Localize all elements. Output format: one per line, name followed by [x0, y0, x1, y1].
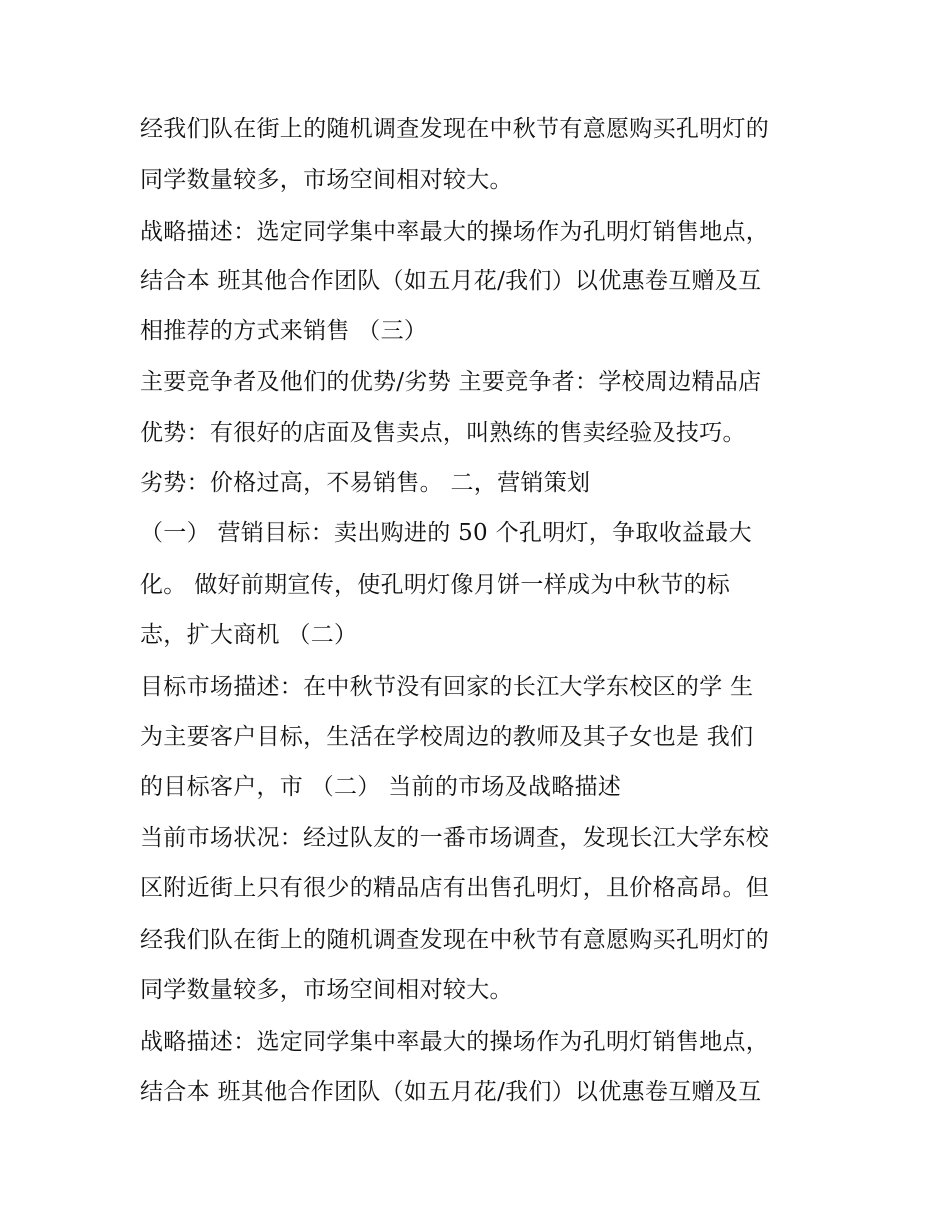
text-line: 战略描述：选定同学集中率最大的操场作为孔明灯销售地点，	[140, 219, 770, 245]
text-line: 志，扩大商机 （二）	[140, 622, 358, 648]
text-line: 战略描述：选定同学集中率最大的操场作为孔明灯销售地点，	[140, 1029, 770, 1055]
text-line: 结合本 班其他合作团队（如五月花/我们）以优惠卷互赠及互	[140, 1079, 762, 1105]
text-line: 区附近街上只有很少的精品店有出售孔明灯，且价格高昂。但	[140, 875, 770, 901]
text-line: 为主要客户目标，生活在学校周边的教师及其子女也是 我们	[140, 724, 754, 750]
text-line: 目标市场描述：在中秋节没有回家的长江大学东校区的学 生	[140, 674, 754, 700]
text-line: 劣势：价格过高，不易销售。 二，营销策划	[140, 470, 591, 496]
text-line: 经我们队在街上的随机调查发现在中秋节有意愿购买孔明灯的	[140, 927, 770, 953]
text-line: 结合本 班其他合作团队（如五月花/我们）以优惠卷互赠及互	[140, 268, 762, 294]
text-line: 同学数量较多，市场空间相对较大。	[140, 167, 513, 193]
text-line: 化。 做好前期宣传，使孔明灯像月饼一样成为中秋节的标	[140, 572, 731, 598]
text-line: 相推荐的方式来销售 （三）	[140, 318, 428, 344]
text-line: 主要竞争者及他们的优势/劣势 主要竞争者：学校周边精品店	[140, 369, 762, 395]
text-line: 优势：有很好的店面及售卖点，叫熟练的售卖经验及技巧。	[140, 420, 746, 446]
text-line: 经我们队在街上的随机调查发现在中秋节有意愿购买孔明灯的	[140, 116, 770, 142]
text-line: 的目标客户，市 （二） 当前的市场及战略描述	[140, 774, 622, 800]
text-line: （一） 营销目标：卖出购进的 50 个孔明灯，争取收益最大	[140, 520, 752, 546]
text-line: 同学数量较多，市场空间相对较大。	[140, 977, 513, 1003]
text-line: 当前市场状况：经过队友的一番市场调查，发现长江大学东校	[140, 825, 770, 851]
